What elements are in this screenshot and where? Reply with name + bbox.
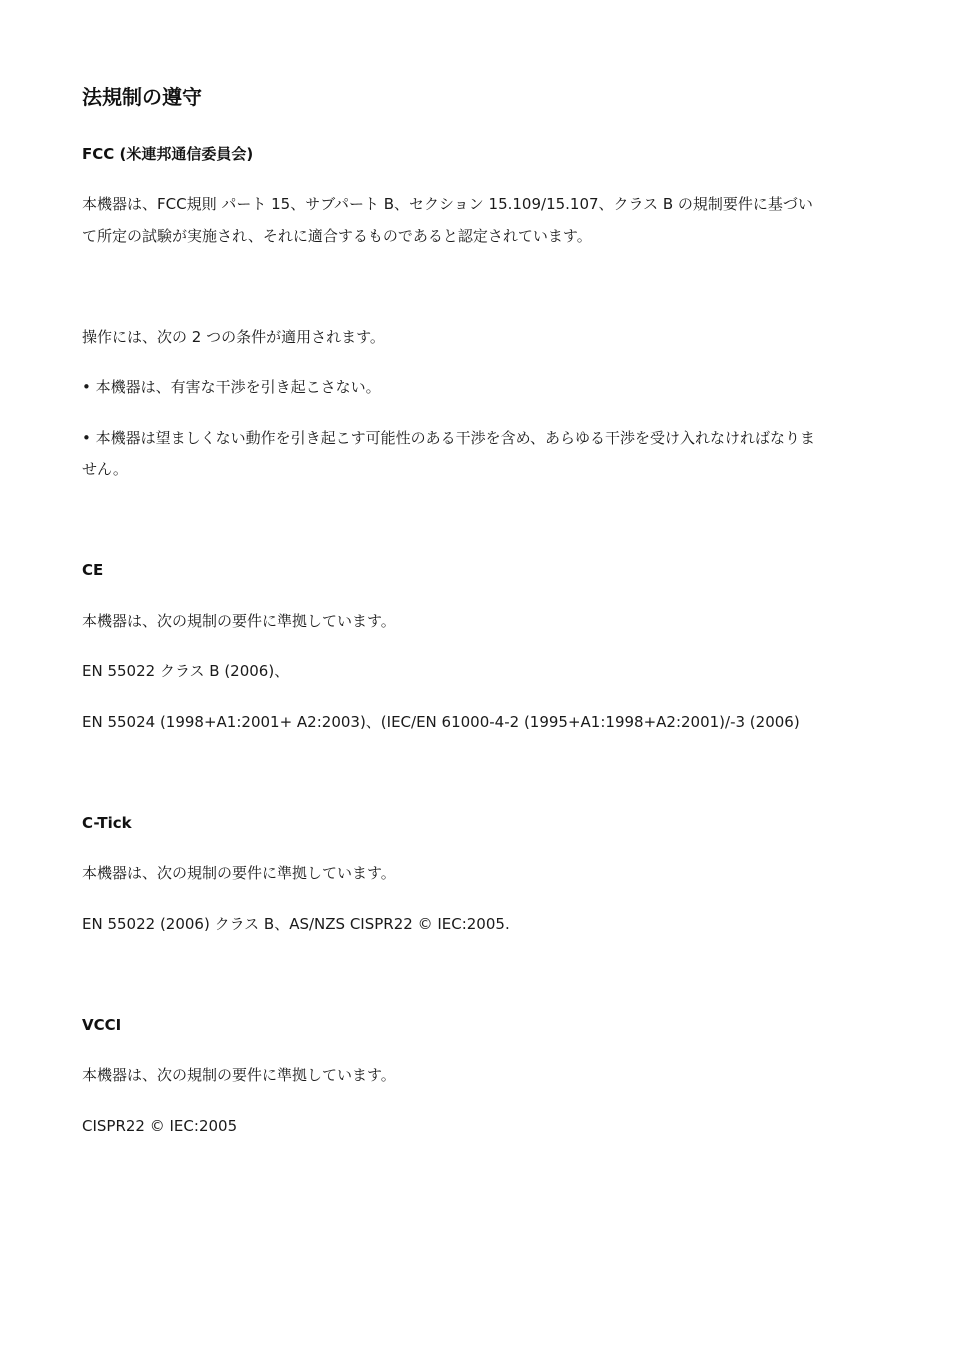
- ctick-heading: C-Tick: [82, 814, 132, 832]
- ce-standard-1: EN 55022 クラス B (2006)、: [82, 662, 290, 680]
- fcc-condition-2-line2: せん。: [82, 460, 128, 478]
- page-title: 法規制の遵守: [82, 85, 202, 109]
- ce-standard-2: EN 55024 (1998+A1:2001+ A2:2003)、(IEC/EN 61000-4-2 (1995+A1:1998+A2:2001)/-3 (2006): [82, 713, 800, 731]
- vcci-heading: VCCI: [82, 1016, 122, 1034]
- fcc-condition-2-line1: • 本機器は望ましくない動作を引き起こす可能性のある干渉を含め、あらゆる干渉を受け入れなければなりま: [82, 429, 816, 447]
- vcci-standard: CISPR22 © IEC:2005: [82, 1117, 238, 1135]
- ctick-intro: 本機器は、次の規制の要件に準拠しています。: [82, 864, 396, 882]
- ce-heading: CE: [82, 561, 104, 579]
- ctick-standard: EN 55022 (2006) クラス B、AS/NZS CISPR22 © IEC:2005.: [82, 915, 510, 933]
- fcc-conditions-lead: 操作には、次の 2 つの条件が適用されます。: [82, 328, 385, 346]
- fcc-intro-line1: 本機器は、FCC規則 パート 15、サブパート B、セクション 15.109/15.107、クラス B の規制要件に基づい: [82, 195, 813, 213]
- vcci-intro: 本機器は、次の規制の要件に準拠しています。: [82, 1066, 396, 1084]
- fcc-condition-1: • 本機器は、有害な干渉を引き起こさない。: [82, 378, 381, 396]
- fcc-intro-line2: て所定の試験が実施され、それに適合するものであると認定されています。: [82, 227, 592, 245]
- ce-intro: 本機器は、次の規制の要件に準拠しています。: [82, 612, 396, 630]
- fcc-heading: FCC (米連邦通信委員会): [82, 145, 254, 163]
